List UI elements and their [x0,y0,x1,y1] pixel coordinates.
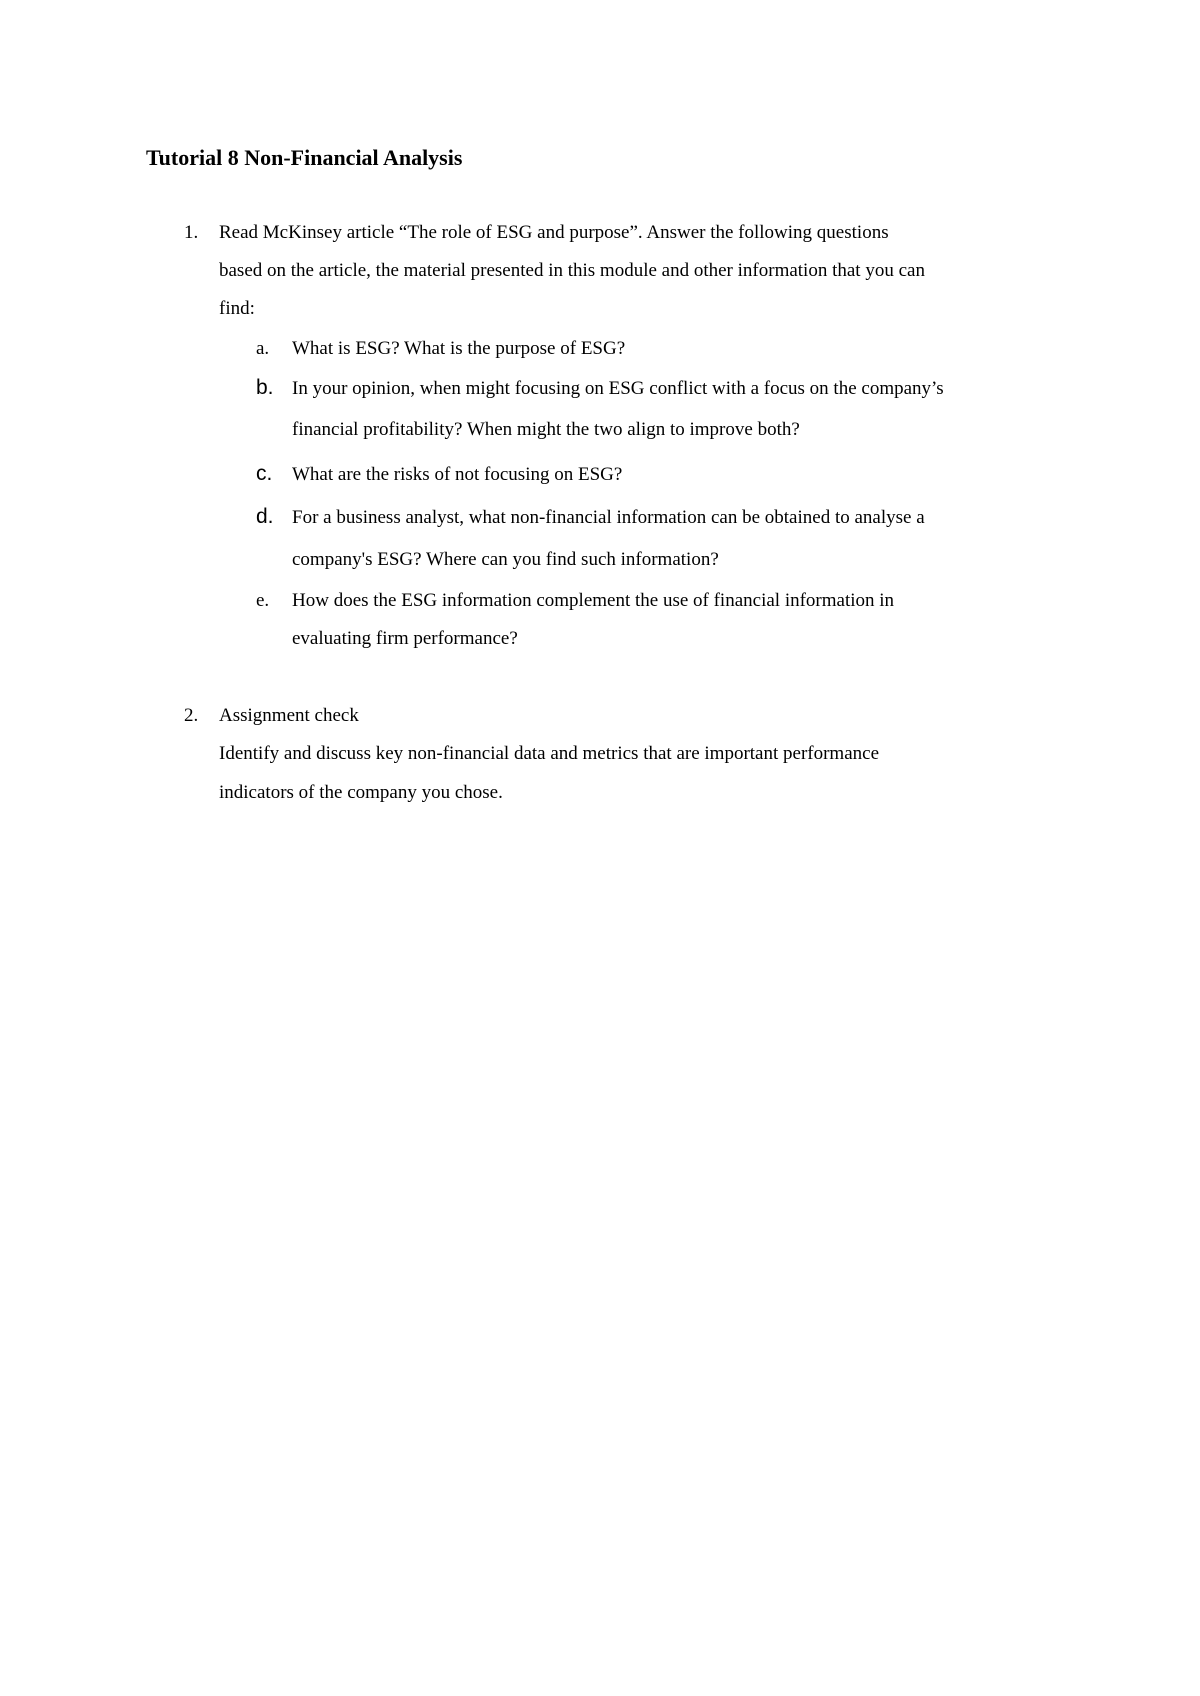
sub-question-letter: c. [256,462,273,485]
question-text-line: based on the article, the material presented in this module and other information that you can [219,260,925,281]
document-title: Tutorial 8 Non-Financial Analysis [146,145,463,170]
sub-question-text-line: In your opinion, when might focusing on ESG conflict with a focus on the company’s [292,378,944,399]
sub-question-letter: a. [256,338,270,359]
question-number: 1. [184,222,199,243]
question-text-line: indicators of the company you chose. [219,782,503,803]
question-text-line: Read McKinsey article “The role of ESG and purpose”. Answer the following questions [219,222,889,243]
question-text-line: Assignment check [219,705,359,726]
sub-question-text-line: evaluating firm performance? [292,628,518,649]
sub-question-letter: e. [256,590,270,611]
sub-question-letter: d. [256,505,274,528]
sub-question-text-line: For a business analyst, what non-financial information can be obtained to analyse a [292,507,925,528]
sub-question-text-line: company's ESG? Where can you find such information? [292,549,719,570]
sub-question-text-line: How does the ESG information complement the use of financial information in [292,590,895,611]
sub-question-letter: b. [256,376,274,399]
question-text-line: find: [219,298,255,319]
sub-question-text-line: What are the risks of not focusing on ESG? [292,464,623,485]
question-number: 2. [184,705,199,726]
sub-question-text-line: What is ESG? What is the purpose of ESG? [292,338,626,359]
question-text-line: Identify and discuss key non-financial data and metrics that are important performance [219,743,879,764]
sub-question-text-line: financial profitability? When might the two align to improve both? [292,419,800,440]
